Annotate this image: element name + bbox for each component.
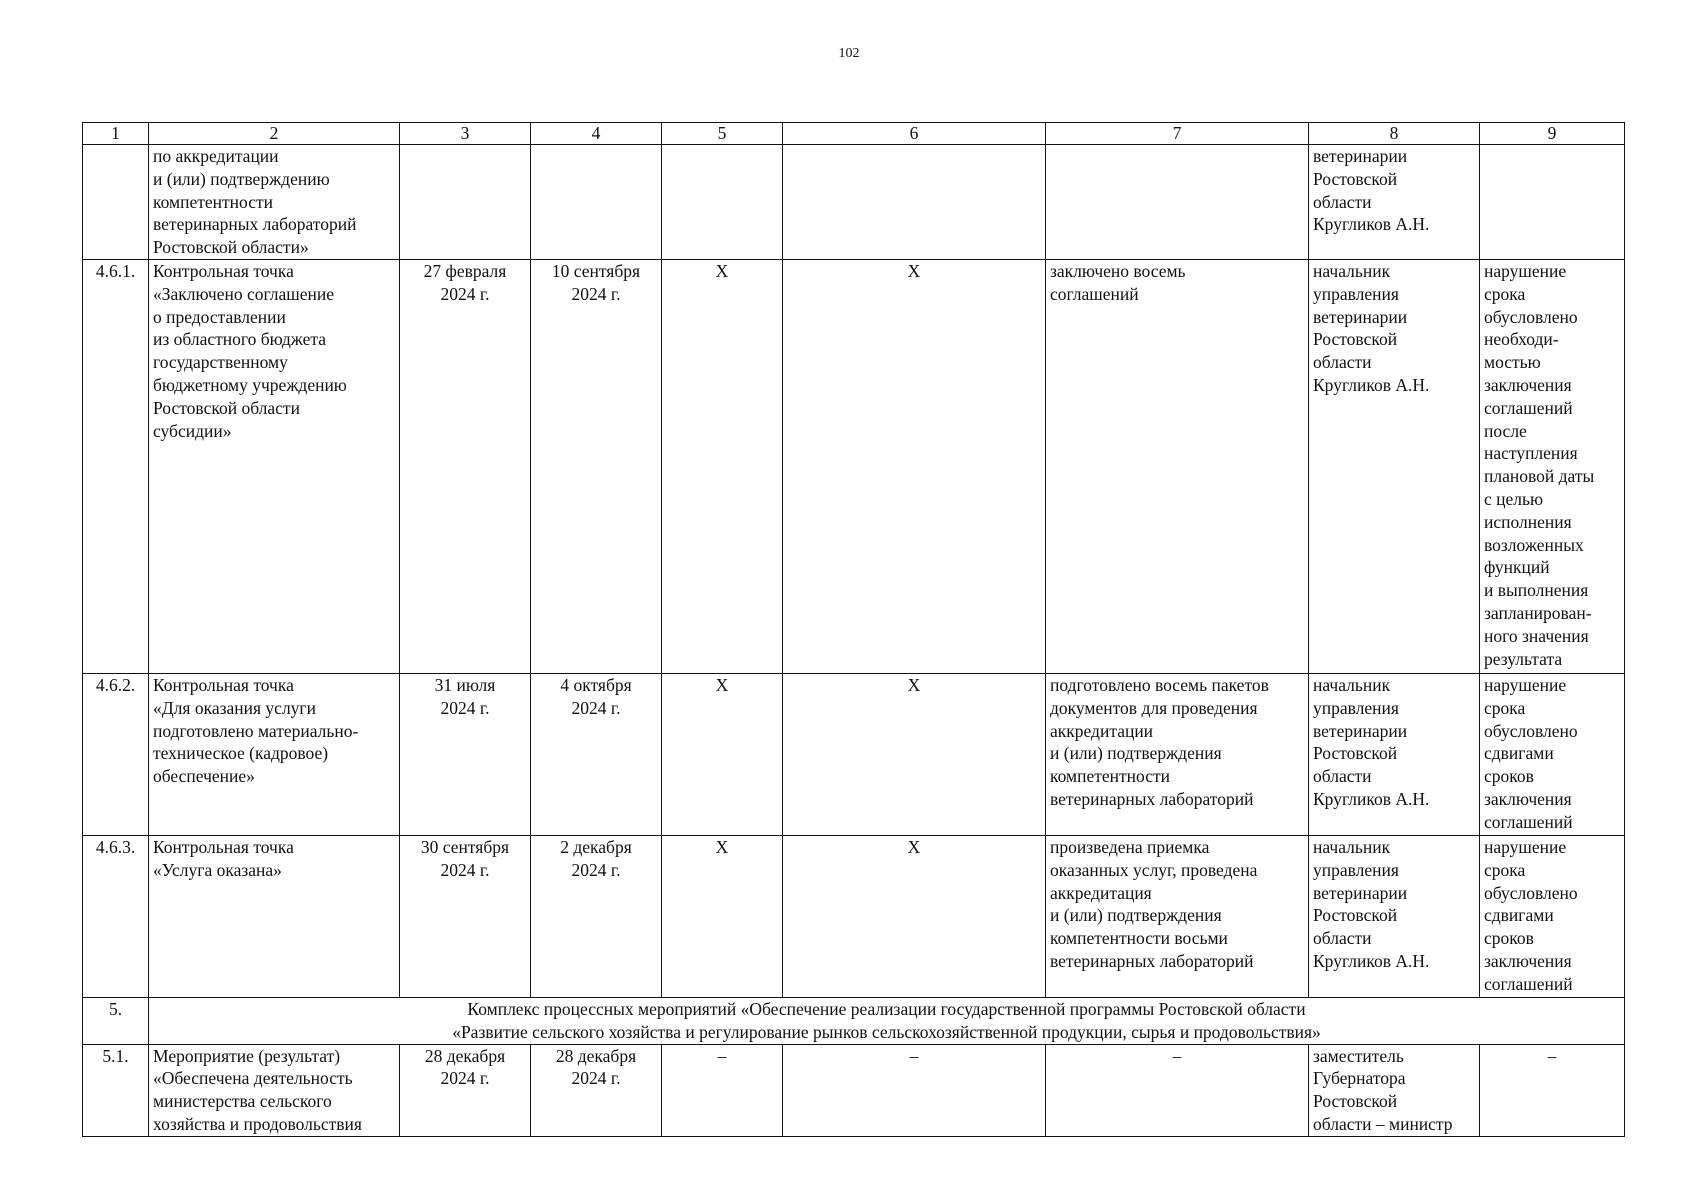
table-row bbox=[83, 674, 1625, 836]
header-cell: 7 bbox=[1046, 123, 1309, 145]
plan-date-cell: 30 сентября 2024 г. bbox=[400, 836, 531, 998]
column-6-cell: X bbox=[783, 674, 1046, 836]
column-5-cell: X bbox=[662, 674, 783, 836]
report-table bbox=[82, 122, 1625, 1137]
header-cell: 6 bbox=[783, 123, 1046, 145]
row-number-cell: 4.6.2. bbox=[83, 674, 149, 836]
column-5-cell: X bbox=[662, 836, 783, 998]
table-row bbox=[83, 145, 1625, 260]
plan-date-cell: 28 декабря 2024 г. bbox=[400, 1044, 531, 1136]
column-6-cell: – bbox=[783, 1044, 1046, 1136]
note-cell bbox=[1480, 145, 1625, 260]
column-5-cell: – bbox=[662, 1044, 783, 1136]
actual-date-cell: 28 декабря 2024 г. bbox=[531, 1044, 662, 1136]
note-cell: – bbox=[1480, 1044, 1625, 1136]
responsible-cell: начальник управления ветеринарии Ростовской области Кругликов А.Н. bbox=[1309, 836, 1480, 998]
table-row bbox=[83, 260, 1625, 674]
row-number-cell: 5.1. bbox=[83, 1044, 149, 1136]
row-number-cell: 4.6.1. bbox=[83, 260, 149, 674]
plan-date-cell: 27 февраля 2024 г. bbox=[400, 260, 531, 674]
responsible-cell: начальник управления ветеринарии Ростовской области Кругликов А.Н. bbox=[1309, 674, 1480, 836]
header-cell: 5 bbox=[662, 123, 783, 145]
column-5-cell bbox=[662, 145, 783, 260]
section-title-cell: Комплекс процессных мероприятий «Обеспечение реализации государственной программы Ростовской области «Развитие сельского хозяйства и регулирование рынков сельскохозяйственной продукции, сырья и продовольствия» bbox=[149, 998, 1625, 1045]
header-cell: 3 bbox=[400, 123, 531, 145]
header-cell: 1 bbox=[83, 123, 149, 145]
header-cell: 4 bbox=[531, 123, 662, 145]
plan-date-cell bbox=[400, 145, 531, 260]
note-cell: нарушение срока обусловлено сдвигами сроков заключения соглашений bbox=[1480, 836, 1625, 998]
page-number: 102 bbox=[838, 46, 860, 61]
plan-date-cell: 31 июля 2024 г. bbox=[400, 674, 531, 836]
column-6-cell: X bbox=[783, 260, 1046, 674]
result-cell bbox=[1046, 145, 1309, 260]
header-cell: 2 bbox=[149, 123, 400, 145]
actual-date-cell: 4 октября 2024 г. bbox=[531, 674, 662, 836]
column-5-cell: X bbox=[662, 260, 783, 674]
note-cell: нарушение срока обусловлено сдвигами сроков заключения соглашений bbox=[1480, 674, 1625, 836]
column-6-cell: X bbox=[783, 836, 1046, 998]
table-row bbox=[83, 836, 1625, 998]
header-row bbox=[83, 123, 1625, 145]
section-row bbox=[83, 998, 1625, 1045]
result-cell: заключено восемь соглашений bbox=[1046, 260, 1309, 674]
result-cell: подготовлено восемь пакетов документов для проведения аккредитации и (или) подтверждения компетентности ветеринарных лабораторий bbox=[1046, 674, 1309, 836]
item-name-cell: Мероприятие (результат) «Обеспечена деятельность министерства сельского хозяйства и продовольствия bbox=[149, 1044, 400, 1136]
actual-date-cell: 10 сентября 2024 г. bbox=[531, 260, 662, 674]
result-cell: – bbox=[1046, 1044, 1309, 1136]
row-number-cell bbox=[83, 145, 149, 260]
header-cell: 8 bbox=[1309, 123, 1480, 145]
item-name-cell: по аккредитации и (или) подтверждению компетентности ветеринарных лабораторий Ростовской области» bbox=[149, 145, 400, 260]
table-row bbox=[83, 1044, 1625, 1136]
actual-date-cell: 2 декабря 2024 г. bbox=[531, 836, 662, 998]
item-name-cell: Контрольная точка «Услуга оказана» bbox=[149, 836, 400, 998]
responsible-cell: ветеринарии Ростовской области Кругликов А.Н. bbox=[1309, 145, 1480, 260]
responsible-cell: начальник управления ветеринарии Ростовской области Кругликов А.Н. bbox=[1309, 260, 1480, 674]
item-name-cell: Контрольная точка «Для оказания услуги подготовлено материально- техническое (кадровое) обеспечение» bbox=[149, 674, 400, 836]
header-cell: 9 bbox=[1480, 123, 1625, 145]
column-6-cell bbox=[783, 145, 1046, 260]
note-cell: нарушение срока обусловлено необходи- мостью заключения соглашений после наступления плановой даты с целью исполнения возложенных функций и выполнения запланирован- ного значения результата bbox=[1480, 260, 1625, 674]
item-name-cell: Контрольная точка «Заключено соглашение о предоставлении из областного бюджета государственному бюджетному учреждению Ростовской области субсидии» bbox=[149, 260, 400, 674]
result-cell: произведена приемка оказанных услуг, проведена аккредитация и (или) подтверждения компетентности восьми ветеринарных лабораторий bbox=[1046, 836, 1309, 998]
row-number-cell: 4.6.3. bbox=[83, 836, 149, 998]
responsible-cell: заместитель Губернатора Ростовской области – министр bbox=[1309, 1044, 1480, 1136]
section-number-cell: 5. bbox=[83, 998, 149, 1045]
actual-date-cell bbox=[531, 145, 662, 260]
